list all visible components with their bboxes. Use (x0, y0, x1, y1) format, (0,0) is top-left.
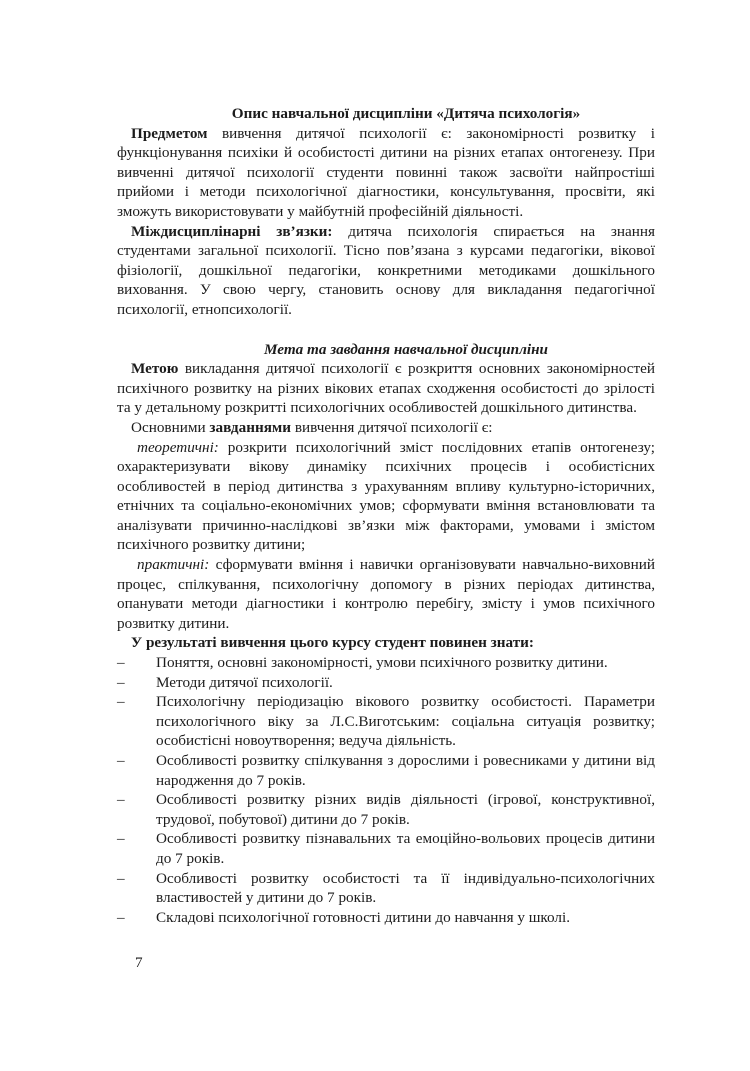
list-item-text: Складові психологічної готовності дитини до навчання у школі. (156, 908, 571, 926)
interdisciplinary-term: Міждисциплінарні зв’язки: (131, 222, 333, 240)
interdisciplinary-paragraph (117, 222, 655, 320)
list-item-text: Психологічну періодизацію вікового розвитку особистості. Параметри психологічного віку за Л.С.Виготським: соціальна ситуація розвитку; особистісні новоутворення; ведуча діяльність. (156, 693, 655, 750)
list-item-text: Особливості розвитку пізнавальних та емоційно-вольових процесів дитини до 7 років. (156, 830, 655, 867)
theory-text: розкрити психологічний зміст послідовних етапів онтогенезу; охарактеризувати вікову динаміку психічних процесів і особистісних особливостей в період дитинства з урахуванням впливу культурно-історичних, етнічних та соціально-економічних умов; сформувати вміння встановлювати та аналізувати причинно-наслідкові зв’язки між факторами, умовами і змістом психічного розвитку дитини; (117, 438, 655, 554)
practice-label: практичні: (137, 556, 210, 574)
practice-tasks-paragraph (117, 555, 655, 633)
list-item (117, 790, 655, 829)
page-number: 7 (135, 954, 143, 971)
dash-bullet: – (117, 791, 125, 809)
dash-bullet: – (117, 752, 125, 769)
document-page (117, 104, 655, 927)
dash-bullet: – (117, 908, 125, 926)
list-item (117, 869, 655, 908)
outcomes-heading: У результаті вивчення цього курсу студент повинен знати: (131, 634, 534, 652)
dash-bullet: – (117, 654, 125, 672)
list-item (117, 908, 655, 928)
goal-term: Метою (131, 360, 179, 378)
list-item-text: Особливості розвитку різних видів діяльності (ігрової, конструктивної, трудової, побутової) дитини до 7 років. (156, 791, 655, 828)
list-item (117, 829, 655, 868)
list-item-text: Поняття, основні закономірності, умови психічного розвитку дитини. (156, 654, 608, 672)
goal-text: викладання дитячої психології є розкриття основних закономірностей психічного розвитку на різних вікових етапах сходження особистості до зрілості та у детальному розкритті психологічних особливостей дошкільного дитинства. (117, 360, 655, 417)
list-item (117, 653, 655, 673)
list-item (117, 751, 655, 790)
tasks-intro-post: вивчення дитячої психології є: (291, 418, 493, 436)
theory-tasks-paragraph (117, 438, 655, 556)
subject-paragraph (117, 124, 655, 222)
dash-bullet: – (117, 693, 125, 711)
dash-bullet: – (117, 673, 125, 691)
dash-bullet: – (117, 830, 125, 848)
list-item-text: Особливості розвитку спілкування з дорослими і ровесниками у дитини від народження до 7 років. (156, 752, 655, 789)
goals-heading: Мета та завдання навчальної дисципліни (264, 340, 548, 358)
subject-text: вивчення дитячої психології є: закономірності розвитку і функціонування психіки й особистості дитини на різних етапах онтогенезу. При вивченні дитячої психології студенти повинні також засвоїти найпростіші прийоми і методи психологічної діагностики, консультування, просвіти, які зможуть використовувати у майбутній професійній діяльності. (117, 124, 655, 220)
dash-bullet: – (117, 869, 125, 887)
goal-paragraph (117, 359, 655, 418)
tasks-intro-pre: Основними (131, 418, 210, 436)
outcomes-list (117, 653, 655, 927)
list-item-text: Особливості розвитку особистості та її індивідуально-психологічних властивостей у дитини до 7 років. (156, 869, 655, 907)
list-item-text: Методи дитячої психології. (156, 673, 333, 691)
subject-term: Предметом (131, 124, 208, 142)
list-item (117, 692, 655, 751)
interdisciplinary-text: дитяча психологія спирається на знання студентами загальної психології. Тісно пов’язана з курсами педагогіки, вікової фізіології, дошкільної педагогіки, конкретними методиками дошкільного виховання. У свою чергу, становить основу для викладання педагогічної психології, етнопсихології. (117, 222, 655, 318)
list-item (117, 673, 655, 693)
tasks-intro-paragraph (117, 418, 655, 438)
theory-label: теоретичні: (137, 438, 219, 456)
document-title: Опис навчальної дисципліни «Дитяча психологія» (231, 105, 581, 122)
practice-text: сформувати вміння і навички організовувати навчально-виховний процес, спілкування, психологічну допомогу в різних періодах дитинства, опанувати методи діагностики і контролю перебігу, змісту і умов психічного розвитку дитини. (117, 556, 655, 632)
tasks-term: завданнями (209, 418, 292, 436)
